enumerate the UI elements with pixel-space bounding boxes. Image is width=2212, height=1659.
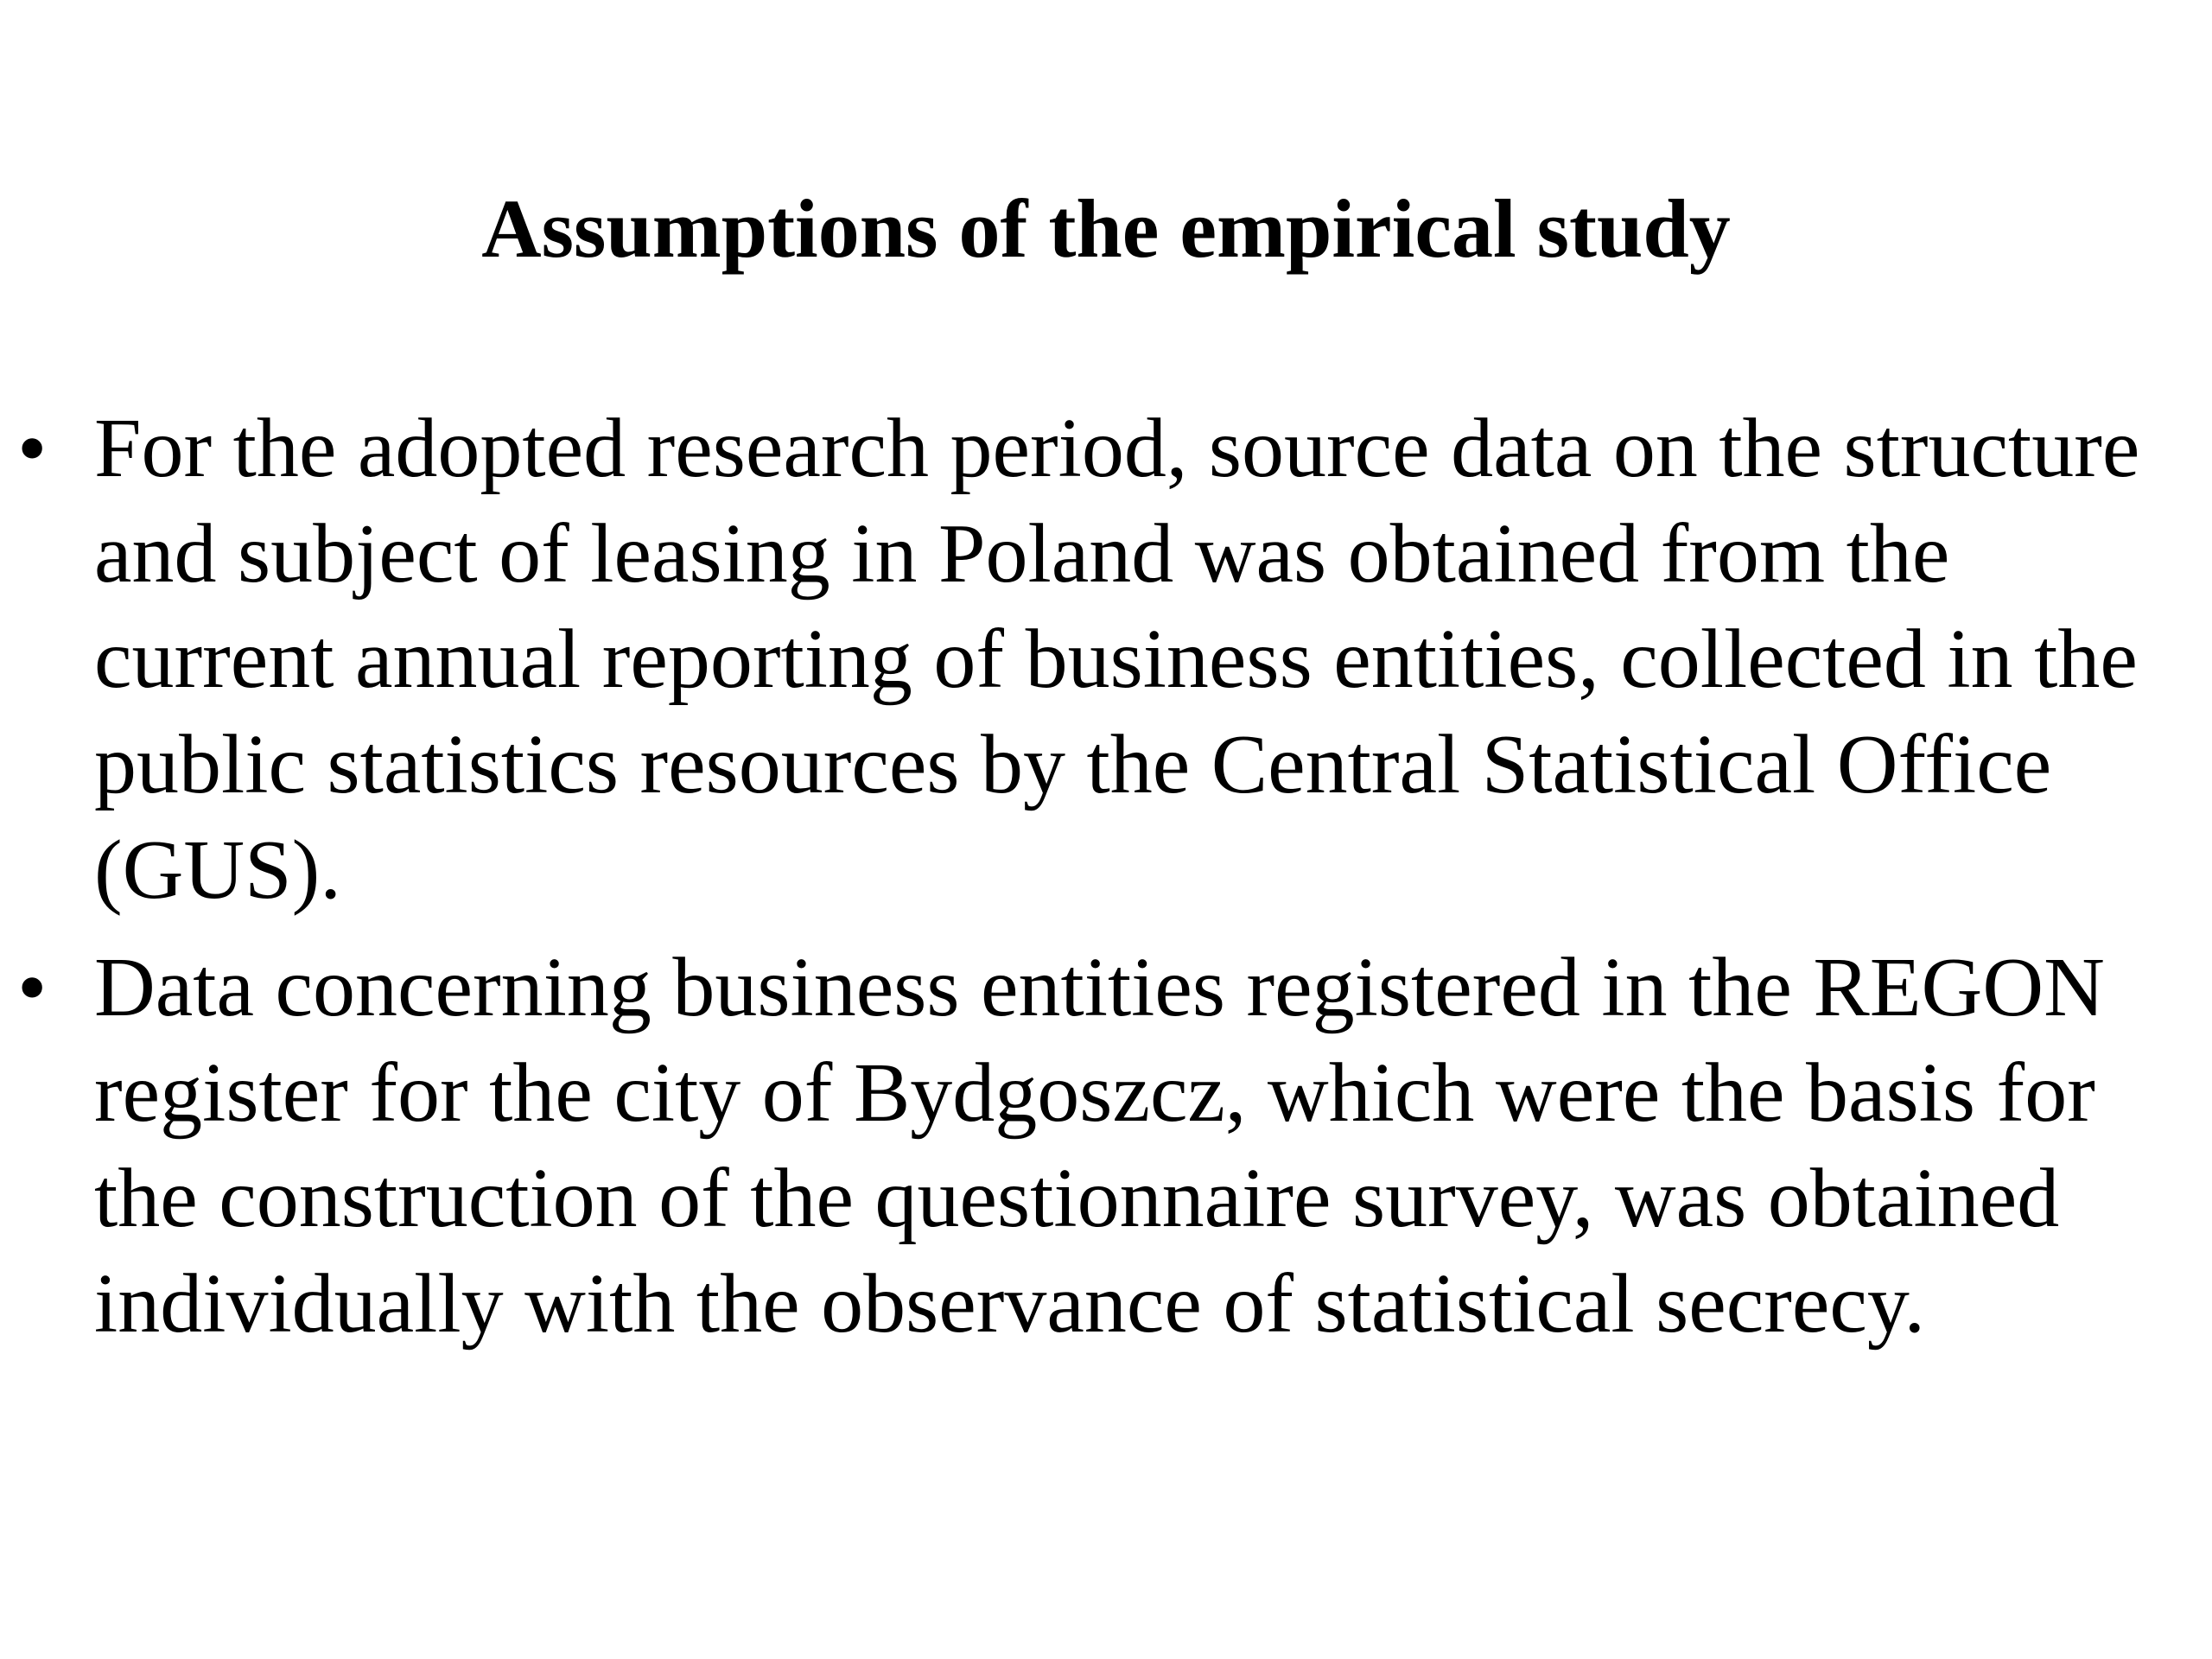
bullet-item	[17, 396, 2195, 923]
slide-title: Assumptions of the empirical study	[481, 182, 1731, 275]
bullet-marker: •	[17, 941, 48, 1034]
bullet-item	[17, 935, 2195, 1357]
bullet-list	[17, 396, 2195, 1369]
bullet-text: Data concerning business entities registered in the REGON register for the city of Bydgoszcz, which were the basis for the construction of the questionnaire survey, was obtained individually with the observance of statistical secrecy.	[94, 941, 2105, 1351]
bullet-text: For the adopted research period, source data on the structure and subject of leasing in Poland was obtained from the current annual reporting of business entities, collected in the public statistics resources by the Central Statistical Office (GUS).	[94, 402, 2140, 917]
bullet-marker: •	[17, 402, 48, 495]
